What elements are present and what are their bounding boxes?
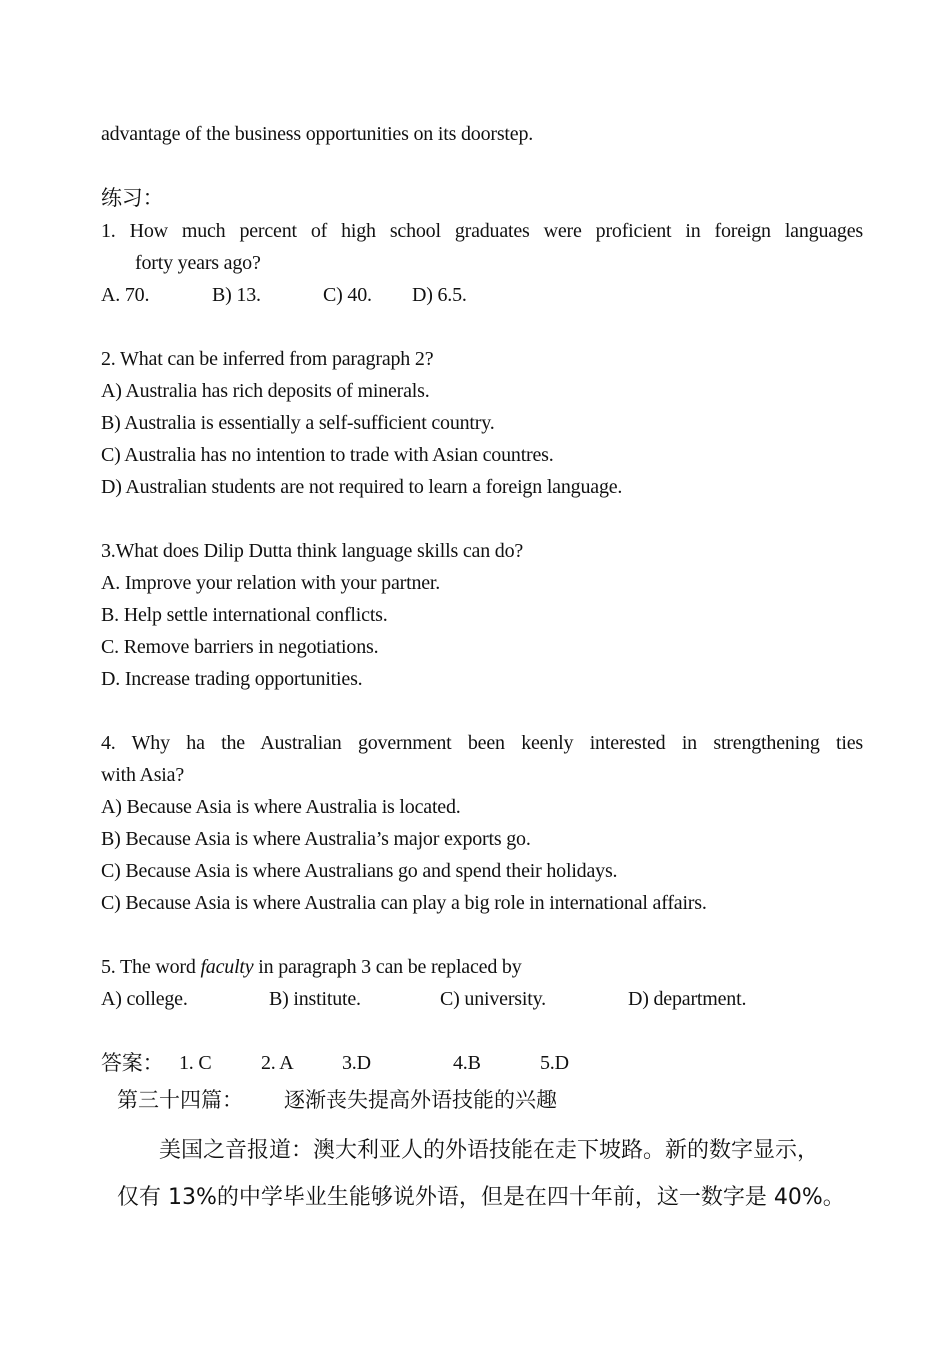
answer-4: 4.B (453, 1052, 481, 1074)
question-5-stem (101, 954, 522, 980)
chapter-title: 逐渐丧失提高外语技能的兴趣 (284, 1088, 557, 1112)
question-5-stem-italic-word: faculty (200, 956, 254, 978)
question-4-stem-line1: 4. Why ha the Australian government been keenly interested in strengthening ties (101, 732, 863, 754)
option-b: B) 13. (212, 284, 261, 306)
chapter-number: 第三十四篇： (117, 1088, 243, 1112)
option-c: C) 40. (323, 284, 372, 306)
exercise-heading: 练习： (101, 186, 164, 210)
question-2-option-b: B) Australia is essentially a self-sufficient country. (101, 412, 495, 434)
option-a: A. 70. (101, 284, 150, 306)
question-4-option-c2: C) Because Asia is where Australia can play a big role in international affairs. (101, 892, 707, 914)
question-1-stem-line1: 1. How much percent of high school graduates were proficient in foreign languages (101, 220, 863, 242)
question-5-stem-suffix: in paragraph 3 can be replaced by (253, 956, 522, 978)
option-b: B) institute. (269, 988, 361, 1010)
question-3-option-d: D. Increase trading opportunities. (101, 668, 363, 690)
question-4-stem-line2: with Asia? (101, 764, 184, 786)
question-2-option-d: D) Australian students are not required to learn a foreign language. (101, 476, 623, 498)
question-4-option-c: C) Because Asia is where Australians go and spend their holidays. (101, 860, 618, 882)
question-4-option-a: A) Because Asia is where Australia is located. (101, 796, 461, 818)
answer-5: 5.D (540, 1052, 569, 1074)
option-d: D) department. (628, 988, 747, 1010)
answer-3: 3.D (342, 1052, 371, 1074)
answer-2: 2. A (261, 1052, 294, 1074)
translation-line-1: 美国之音报道：澳大利亚人的外语技能在走下坡路。新的数字显示， (159, 1138, 820, 1163)
option-a: A) college. (101, 988, 188, 1010)
answer-1: 1. C (179, 1052, 212, 1074)
question-2-option-a: A) Australia has rich deposits of minerals. (101, 380, 430, 402)
question-3-stem: 3.What does Dilip Dutta think language skills can do? (101, 540, 524, 562)
question-2-option-c: C) Australia has no intention to trade with Asian countres. (101, 444, 554, 466)
answer-label: 答案： (101, 1051, 164, 1075)
question-2-stem: 2. What can be inferred from paragraph 2? (101, 348, 434, 370)
question-3-option-a: A. Improve your relation with your partner. (101, 572, 441, 594)
translation-line-2: 仅有 13%的中学毕业生能够说外语，但是在四十年前，这一数字是 40%。 (117, 1185, 845, 1210)
question-5-stem-prefix: 5. The word (101, 956, 201, 978)
option-c: C) university. (440, 988, 546, 1010)
question-3-option-b: B. Help settle international conflicts. (101, 604, 388, 626)
question-1-stem-line2: forty years ago? (135, 252, 261, 274)
option-d: D) 6.5. (412, 284, 467, 306)
intro-tail: advantage of the business opportunities on its doorstep. (101, 123, 534, 145)
question-3-option-c: C. Remove barriers in negotiations. (101, 636, 379, 658)
question-4-option-b: B) Because Asia is where Australia’s major exports go. (101, 828, 531, 850)
